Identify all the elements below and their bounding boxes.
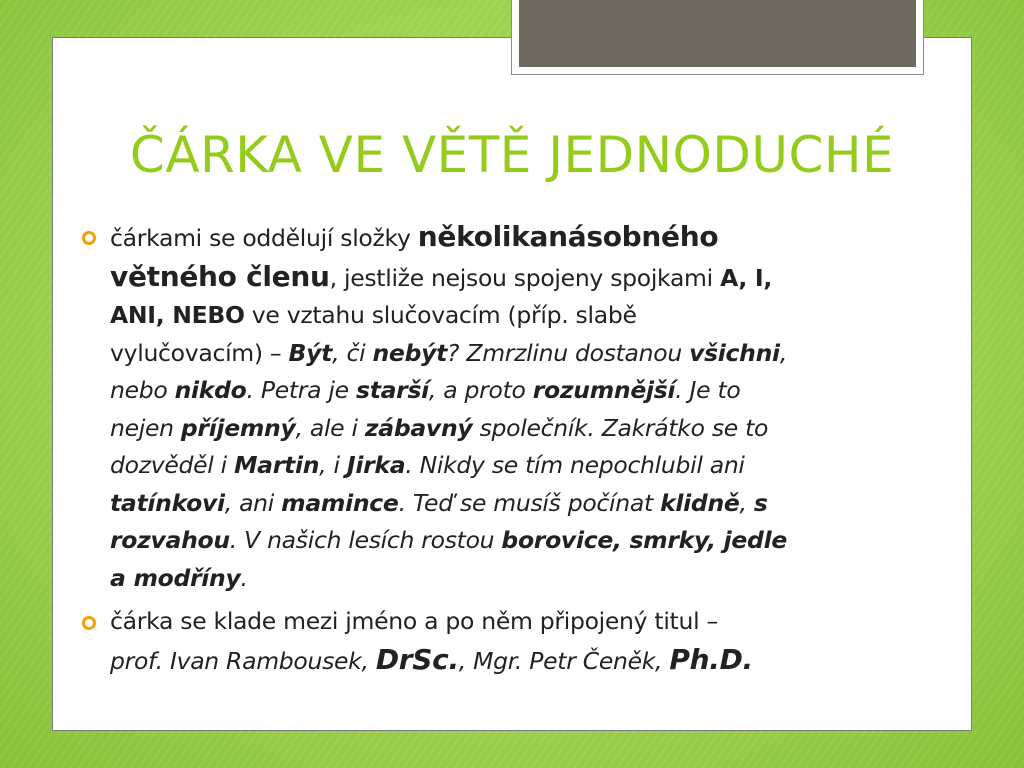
text-line	[110, 372, 942, 410]
text-line	[110, 522, 942, 560]
text-run: tatínkovi	[110, 488, 225, 517]
text-run: rozvahou	[110, 526, 230, 554]
text-run: , či	[332, 338, 373, 367]
bullet-item	[82, 218, 942, 597]
text-run: prof. Ivan Rambousek,	[110, 646, 376, 675]
text-run: . Petra je	[246, 376, 356, 404]
text-run: ANI, NEBO	[110, 301, 245, 329]
text-run: a modříny	[110, 563, 241, 592]
text-run: nejen	[110, 413, 181, 442]
text-run: všichni	[689, 338, 780, 367]
text-run: , a proto	[428, 376, 533, 404]
text-run: vylučovacím) –	[110, 338, 289, 367]
text-run: rozumnější	[532, 376, 676, 404]
text-run: , i	[319, 451, 347, 479]
text-run: , ani	[224, 488, 282, 517]
text-run: ? Zmrzlinu dostanou	[447, 338, 690, 367]
text-run: společník. Zakrátko se to	[472, 413, 769, 442]
ring-bullet-icon	[82, 616, 96, 630]
bullet-item	[82, 603, 942, 680]
slide-content	[82, 218, 942, 680]
text-line	[110, 297, 942, 335]
text-run: , ale i	[295, 413, 365, 442]
text-run: . Je to	[675, 376, 741, 404]
text-run: nebýt	[372, 338, 448, 367]
text-run: příjemný	[180, 413, 296, 442]
text-run: . V našich lesích rostou	[229, 526, 502, 554]
text-line	[110, 560, 942, 598]
text-run: DrSc.	[375, 642, 459, 676]
text-run: ,	[739, 488, 754, 517]
text-run: mamince	[281, 488, 399, 517]
text-run: , jestliže nejsou spojeny spojkami	[329, 263, 721, 292]
text-run: starší	[356, 376, 429, 404]
text-run: nikdo	[174, 376, 247, 404]
text-run: Být	[288, 338, 333, 367]
text-run: . Teď se musíš počínat	[398, 488, 661, 517]
text-line	[110, 485, 942, 523]
text-run: Jirka	[346, 451, 406, 479]
text-run: čárka se klade mezi jméno a po něm připojený titul –	[110, 607, 718, 635]
text-run: Martin	[234, 451, 320, 479]
text-run: několikanásobného	[417, 220, 719, 253]
text-line	[110, 258, 942, 298]
slide-title: ČÁRKA VE VĚTĚ JEDNODUCHÉ	[129, 126, 895, 184]
text-run: větného členu	[110, 259, 330, 293]
text-run: ,	[779, 338, 787, 367]
text-run: , Mgr. Petr Čeněk,	[458, 646, 670, 675]
text-line	[110, 218, 942, 258]
text-line	[110, 335, 942, 373]
text-line	[110, 603, 942, 641]
text-run: .	[240, 563, 248, 592]
text-run: dozvěděl i	[110, 451, 235, 479]
text-run: s	[753, 488, 768, 517]
text-run: čárkami se oddělují složky	[110, 224, 418, 252]
text-run: borovice, smrky, jedle	[501, 526, 787, 554]
top-accent-bar	[519, 0, 916, 67]
text-run: nebo	[110, 376, 175, 404]
text-line	[110, 447, 942, 485]
text-run: zábavný	[364, 413, 473, 442]
text-run: . Nikdy se tím nepochlubil ani	[405, 451, 745, 479]
text-line	[110, 641, 942, 681]
text-run: ve vztahu slučovacím (příp. slabě	[244, 301, 637, 329]
text-run: A, I,	[720, 263, 772, 292]
text-run: klidně	[660, 488, 740, 517]
text-line	[110, 410, 942, 448]
text-run: Ph.D.	[669, 642, 753, 676]
ring-bullet-icon	[82, 231, 96, 245]
